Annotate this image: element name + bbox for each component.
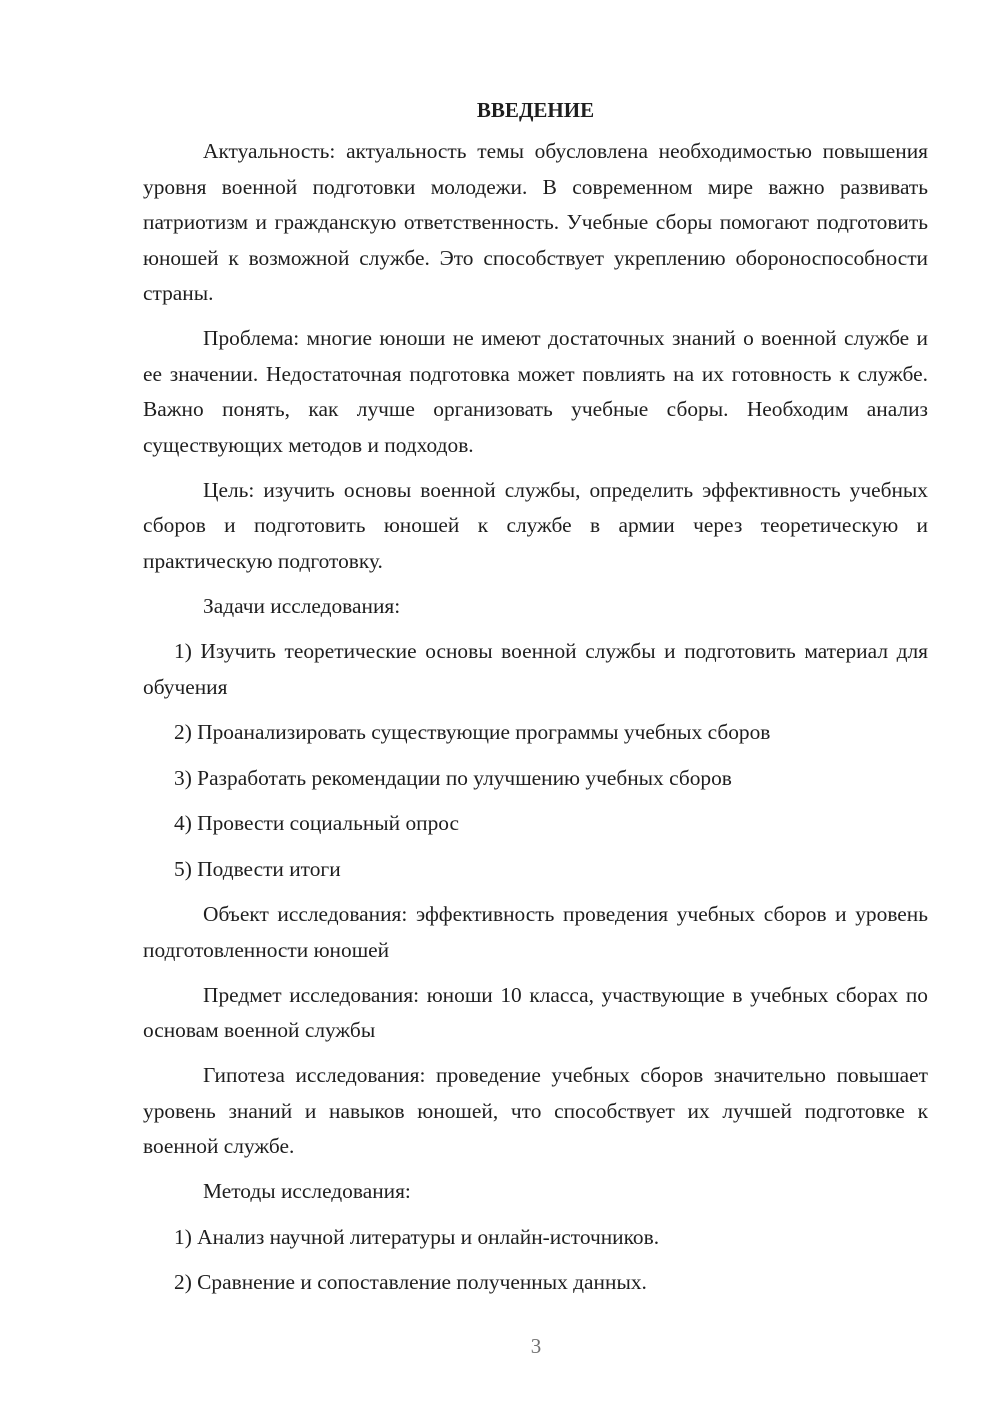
methods-heading: Методы исследования:: [203, 1179, 411, 1203]
task-item: 3) Разработать рекомендации по улучшению учебных сборов: [174, 765, 732, 790]
method-item: 1) Анализ научной литературы и онлайн-источников.: [174, 1224, 660, 1249]
task-item: 4) Провести социальный опрос: [174, 811, 460, 835]
relevance-paragraph: Актуальность: актуальность темы обусловлена необходимостью повышения уровня военной подготовки молодежи. В современном мире важно развивать патриотизм и гражданскую ответственность. Учебные сборы помогают подготовить юношей к возможной службе. Это способствует укреплению обороноспособности страны.: [143, 139, 928, 305]
object-paragraph: Объект исследования: эффективность проведения учебных сборов и уровень подготовленности юношей: [143, 902, 928, 962]
page-number: 3: [530, 1334, 542, 1358]
method-item: 2) Сравнение и сопоставление полученных данных.: [174, 1270, 647, 1294]
tasks-heading: Задачи исследования:: [203, 593, 401, 618]
problem-paragraph: Проблема: многие юноши не имеют достаточных знаний о военной службе и ее значении. Недостаточная подготовка может повлиять на их готовность к службе. Важно понять, как лучше организовать учебные сборы. Необходим анализ существующих методов и подходов.: [143, 326, 928, 457]
goal-paragraph: Цель: изучить основы военной службы, определить эффективность учебных сборов и подготовить юношей к службе в армии через теоретическую и практическую подготовку.: [143, 477, 928, 573]
subject-paragraph: Предмет исследования: юноши 10 класса, участвующие в учебных сборах по основам военной службы: [143, 982, 928, 1042]
section-title: ВВЕДЕНИЕ: [476, 98, 595, 122]
task-item: 1) Изучить теоретические основы военной службы и подготовить материал для обучения: [143, 639, 928, 699]
hypothesis-paragraph: Гипотеза исследования: проведение учебных сборов значительно повышает уровень знаний и навыков юношей, что способствует их лучшей подготовке к военной службе.: [143, 1063, 928, 1158]
task-item: 2) Проанализировать существующие программы учебных сборов: [174, 720, 771, 744]
document-page: [143, 96, 928, 1311]
task-item: 5) Подвести итоги: [174, 856, 341, 881]
